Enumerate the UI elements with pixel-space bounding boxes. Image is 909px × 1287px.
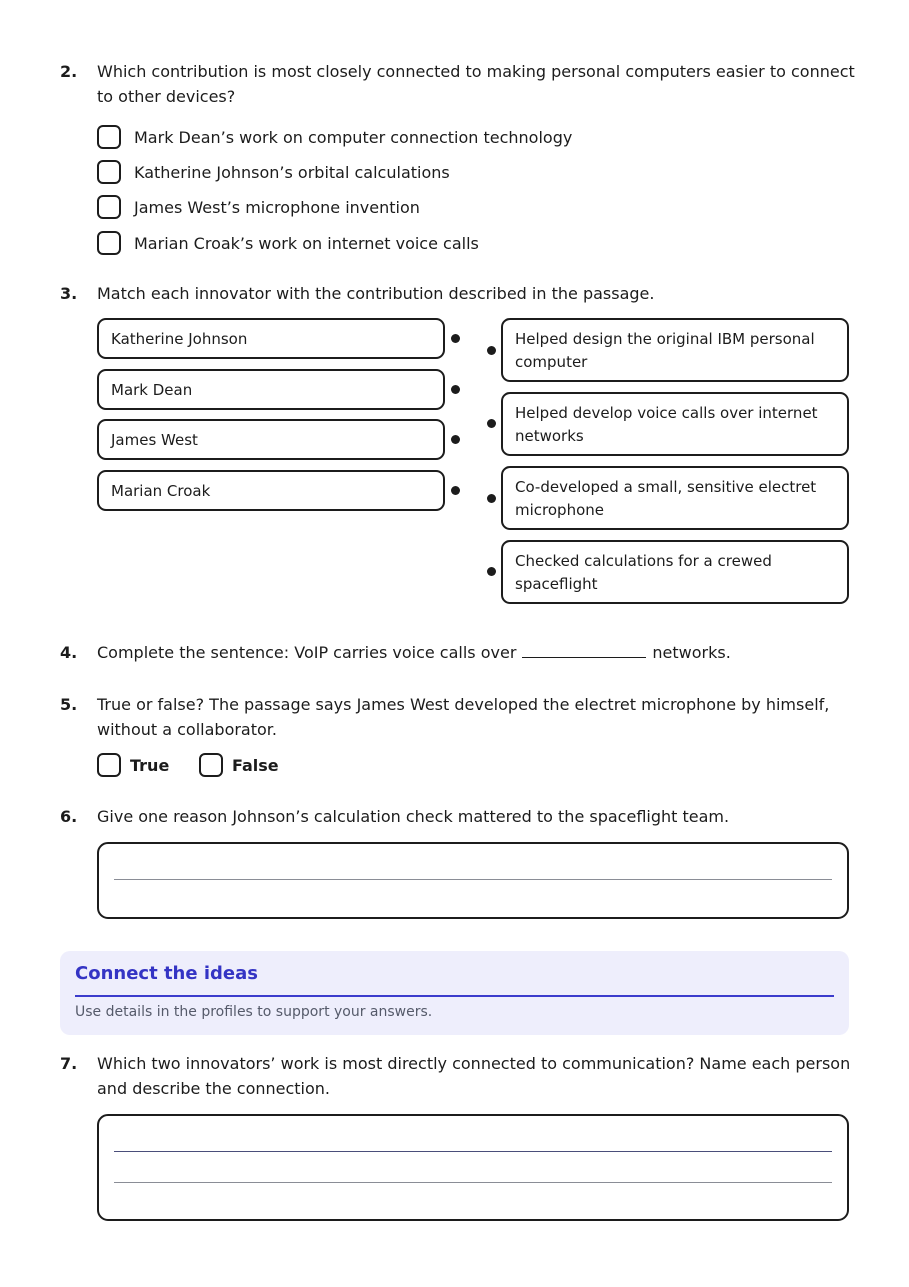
match-right-item[interactable]: Co-developed a small, sensitive electret microphone xyxy=(501,466,849,530)
match-right-item[interactable]: Helped design the original IBM personal computer xyxy=(501,318,849,382)
match-right-item[interactable]: Checked calculations for a crewed spaceflight xyxy=(501,540,849,604)
q2-option-4-label: Marian Croak’s work on internet voice calls xyxy=(134,233,479,253)
q2-option-4[interactable] xyxy=(97,229,479,257)
question-2-text: Which contribution is most closely connected to making personal computers easier to connect to other devices? xyxy=(97,62,855,106)
match-dot-right[interactable] xyxy=(487,567,496,576)
fill-in-blank[interactable] xyxy=(522,641,646,658)
q2-option-2-label: Katherine Johnson’s orbital calculations xyxy=(134,162,450,182)
question-6-number: 6. xyxy=(60,807,78,826)
question-3-number: 3. xyxy=(60,284,78,303)
checkbox[interactable] xyxy=(97,231,121,255)
q2-option-1-label: Mark Dean’s work on computer connection technology xyxy=(134,127,573,147)
q4-text-before: Complete the sentence: VoIP carries voice calls over xyxy=(97,643,517,662)
q2-option-3[interactable] xyxy=(97,193,420,221)
checkbox[interactable] xyxy=(199,753,223,777)
match-dot-left[interactable] xyxy=(451,486,460,495)
false-label: False xyxy=(232,755,279,775)
callout-title: Connect the ideas xyxy=(75,963,258,984)
match-left-item[interactable]: Marian Croak xyxy=(97,470,445,511)
answer-box[interactable] xyxy=(97,1114,849,1221)
callout-subtitle: Use details in the profiles to support your answers. xyxy=(75,1004,433,1020)
match-dot-left[interactable] xyxy=(451,435,460,444)
checkbox[interactable] xyxy=(97,160,121,184)
question-2-number: 2. xyxy=(60,62,78,81)
question-6-text: Give one reason Johnson’s calculation check mattered to the spaceflight team. xyxy=(97,807,730,826)
question-4-number: 4. xyxy=(60,643,78,662)
match-dot-right[interactable] xyxy=(487,346,496,355)
q2-option-3-label: James West’s microphone invention xyxy=(134,197,420,217)
checkbox[interactable] xyxy=(97,753,121,777)
question-4-text xyxy=(97,640,857,665)
match-dot-left[interactable] xyxy=(451,334,460,343)
callout-divider xyxy=(75,995,834,997)
answer-line xyxy=(114,1182,832,1183)
q4-text-after: networks. xyxy=(652,643,731,662)
match-dot-right[interactable] xyxy=(487,494,496,503)
q2-option-1[interactable] xyxy=(97,123,572,151)
true-label: True xyxy=(130,755,170,775)
match-left-item[interactable]: Katherine Johnson xyxy=(97,318,445,359)
question-7-text: Which two innovators’ work is most directly connected to communication? Name each person and describe the connection. xyxy=(97,1054,851,1098)
match-left-item[interactable]: James West xyxy=(97,419,445,460)
match-dot-left[interactable] xyxy=(451,385,460,394)
q2-option-2[interactable] xyxy=(97,158,450,186)
question-5-text: True or false? The passage says James West developed the electret microphone by himself, without a collaborator. xyxy=(97,695,830,739)
false-option[interactable] xyxy=(199,752,279,778)
answer-line xyxy=(114,879,832,880)
question-7-number: 7. xyxy=(60,1054,78,1073)
match-left-item[interactable]: Mark Dean xyxy=(97,369,445,410)
true-option[interactable] xyxy=(97,752,169,778)
question-5-number: 5. xyxy=(60,695,78,714)
checkbox[interactable] xyxy=(97,125,121,149)
connect-ideas-callout xyxy=(60,951,849,1035)
match-dot-right[interactable] xyxy=(487,419,496,428)
checkbox[interactable] xyxy=(97,195,121,219)
match-right-item[interactable]: Helped develop voice calls over internet networks xyxy=(501,392,849,456)
answer-line xyxy=(114,1151,832,1152)
question-3-text: Match each innovator with the contribution described in the passage. xyxy=(97,284,655,303)
answer-box[interactable] xyxy=(97,842,849,919)
